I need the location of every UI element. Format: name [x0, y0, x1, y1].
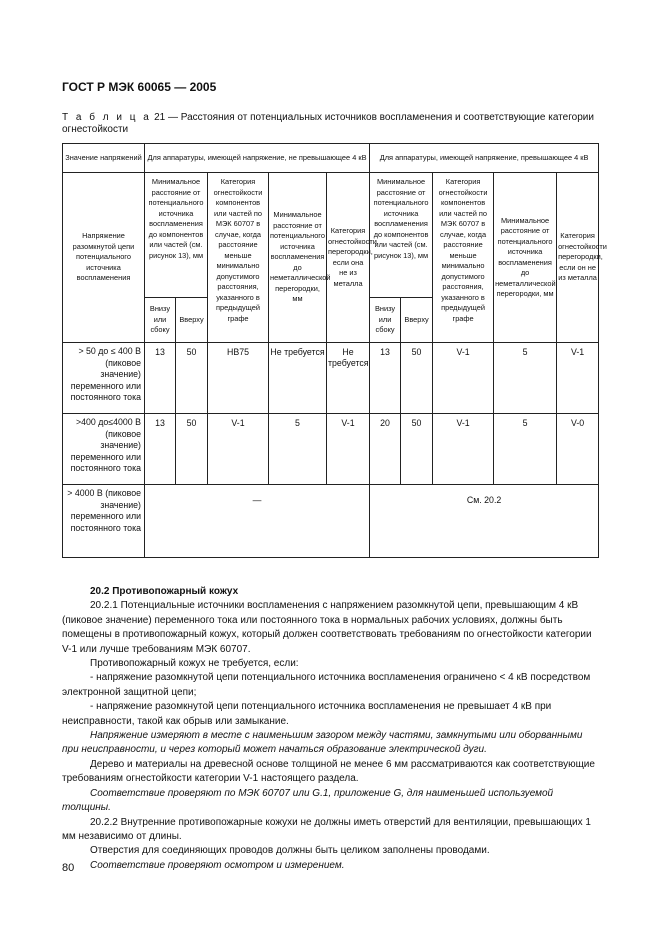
header-min-barrier-distance: Минимальное расстояние от потенциального источника воспламенения до неметаллической перегородки, мм: [269, 173, 327, 343]
header-min-barrier-distance-2: Минимальное расстояние от потенциального источника воспламенения до неметаллической перегородки, мм: [494, 173, 557, 343]
header-above: Вверху: [176, 298, 208, 343]
table-row: [63, 414, 599, 485]
header-voltage-values: Значение напряжений: [63, 144, 145, 173]
table-caption-label: Т а б л и ц а: [62, 112, 152, 123]
table-cell: 5: [494, 414, 557, 485]
row-label: > 4000 В (пиковое значение) переменного или постоянного тока: [63, 485, 145, 558]
header-below-or-side: Внизу или сбоку: [145, 298, 176, 343]
header-barrier-category: Категория огнестойкости перегородки, если она не из металла: [327, 173, 370, 343]
paragraph: Соответствие проверяют осмотром и измерением.: [90, 859, 345, 871]
header-below-or-side-2: Внизу или сбоку: [370, 298, 401, 343]
table-cell: 50: [401, 343, 433, 414]
header-min-distance-2: Минимальное расстояние от потенциального источника воспламенения до компонентов или частей (см. рисунок 13), мм: [370, 173, 433, 298]
table-cell-span: См. 20.2: [370, 485, 599, 558]
table-cell: 13: [370, 343, 401, 414]
table-cell: Не требуется: [269, 343, 327, 414]
table-caption: [62, 112, 600, 136]
table-row: [63, 485, 599, 558]
paragraph: 20.2.1 Потенциальные источники воспламенения с напряжением разомкнутой цепи, превышающим 4 кВ (пиковое значение) переменного тока или постоянного тока в нормальных рабочих условиях, должны быть помещены в противопожарный кожух, который должен соответствовать требованиям по огнестойкости категории V-1 или лучше требованиям МЭК 60707.: [62, 600, 592, 655]
paragraph: Напряжение измеряют в месте с наименьшим зазором между частями, замкнутыми или оборванными при неисправности, и через который может начаться образование электрической дуги.: [62, 730, 583, 756]
table-cell: V-1: [327, 414, 370, 485]
row-label: >400 до≤4000 В (пиковое значение) переменного или постоянного тока: [63, 414, 145, 485]
header-row-description: Напряжение разомкнутой цепи потенциального источника воспламенения: [63, 173, 145, 343]
table-cell-span: —: [145, 485, 370, 558]
table-cell: 5: [269, 414, 327, 485]
table-cell: V-1: [208, 414, 269, 485]
section-heading: 20.2 Противопожарный кожух: [90, 586, 239, 597]
table-cell: 50: [401, 414, 433, 485]
header-group-over-4kv: Для аппаратуры, имеющей напряжение, превышающее 4 кВ: [370, 144, 599, 173]
table-cell: 13: [145, 414, 176, 485]
distance-table: [62, 143, 607, 558]
table-cell: 20: [370, 414, 401, 485]
paragraph: Отверстия для соединяющих проводов должны быть целиком заполнены проводами.: [90, 845, 490, 857]
header-barrier-category-2: Категория огнестойкости перегородки, если он не из металла: [557, 173, 599, 343]
table-cell: 50: [176, 414, 208, 485]
header-min-distance: Минимальное расстояние от потенциального источника воспламенения до компонентов или частей (см. рисунок 13), мм: [145, 173, 208, 298]
header-category-2: Категория огнестойкости компонентов или частей по МЭК 60707 в случае, когда расстояние меньше минимально допустимого расстояния, указанного в предыдущей графе: [433, 173, 494, 343]
header-above-2: Вверху: [401, 298, 433, 343]
paragraph: Противопожарный кожух не требуется, если:: [90, 658, 299, 670]
paragraph: 20.2.2 Внутренние противопожарные кожухи не должны иметь отверстий для вентиляции, превышающих 1 мм независимо от длины.: [62, 816, 591, 842]
table-cell: 5: [494, 343, 557, 414]
header-group-up-to-4kv: Для аппаратуры, имеющей напряжение, не превышающее 4 кВ: [145, 144, 370, 173]
header-category: Категория огнестойкости компонентов или частей по МЭК 60707 в случае, когда расстояние меньше минимально допустимого расстояния, указанного в предыдущей графе: [208, 173, 269, 343]
page-number: 80: [62, 862, 75, 874]
table-cell: V-1: [557, 343, 599, 414]
paragraph: Дерево и материалы на древесной основе толщиной не менее 6 мм рассматриваются как соответствующие требованиям огнестойкости категории V-1 настоящего раздела.: [62, 758, 595, 785]
row-label: > 50 до ≤ 400 В (пиковое значение) переменного или постоянного тока: [63, 343, 145, 414]
table-cell: 50: [176, 343, 208, 414]
table-cell: HB75: [208, 343, 269, 414]
table-cell: 13: [145, 343, 176, 414]
paragraph: - напряжение разомкнутой цепи потенциального источника воспламенения ограничено < 4 кВ посредством электронной защитной цепи;: [62, 672, 591, 698]
table-caption-text: 21 — Расстояния от потенциальных источников воспламенения и соответствующие категории огнестойкости: [62, 112, 594, 135]
table-cell: V-0: [557, 414, 599, 485]
table-cell: Не требуется: [327, 343, 370, 414]
table-row: [63, 343, 599, 414]
document-header: ГОСТ Р МЭК 60065 — 2005: [62, 80, 217, 94]
table-cell: V-1: [433, 414, 494, 485]
table-cell: V-1: [433, 343, 494, 414]
paragraph: Соответствие проверяют по МЭК 60707 или G.1, приложение G, для наименьшей используемой толщины.: [62, 787, 554, 814]
paragraph: - напряжение разомкнутой цепи потенциального источника воспламенения не превышает 4 кВ при неисправности, такой как обрыв или замыкание.: [62, 701, 552, 727]
